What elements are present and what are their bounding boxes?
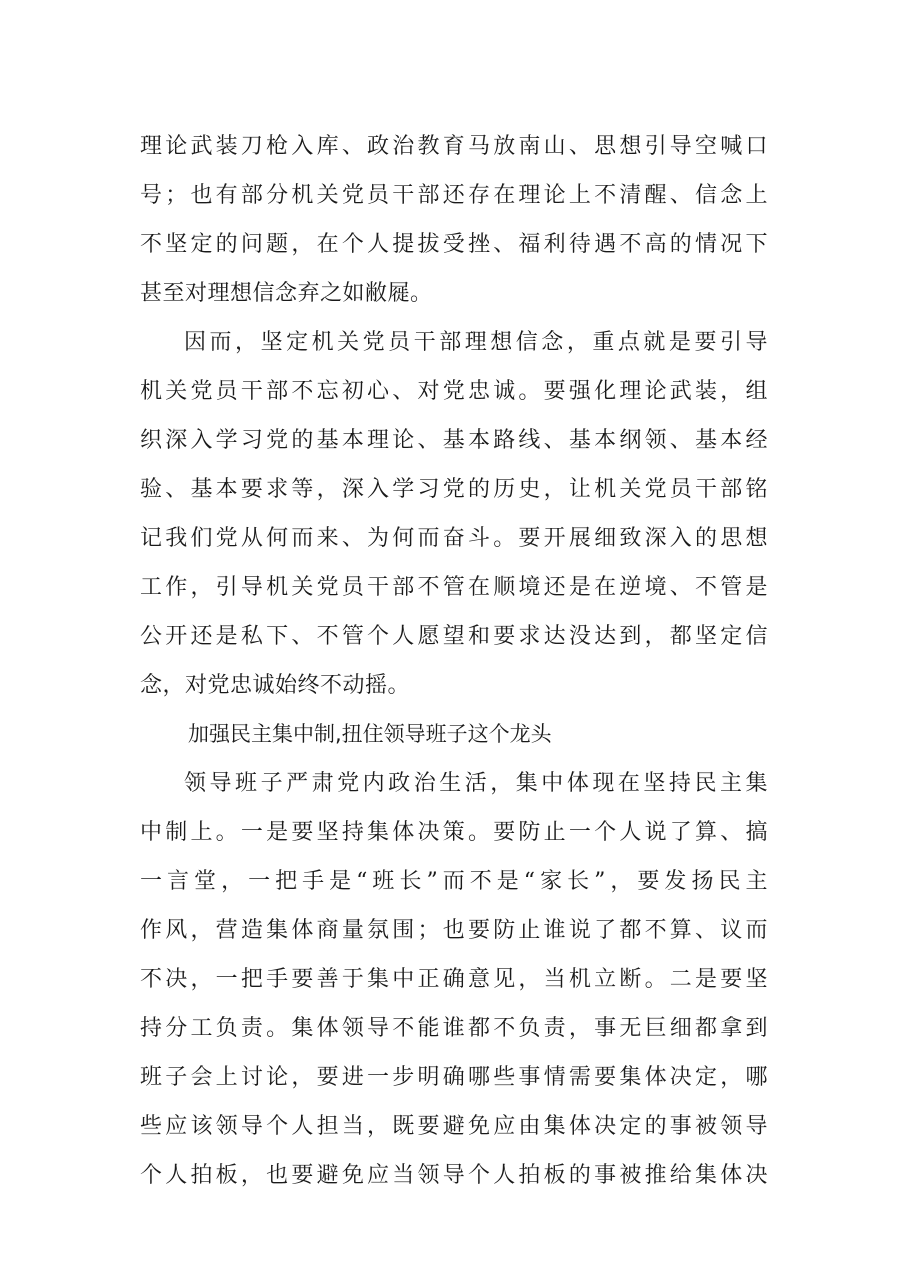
paragraph-line: 验、基本要求等，深入学习党的历史，让机关党员干部铭 xyxy=(140,477,768,502)
paragraph-line: 个人拍板，也要避免应当领导个人拍板的事被推给集体决 xyxy=(140,1163,768,1188)
section-heading: 加强民主集中制,扭住领导班子这个龙头 xyxy=(188,722,552,746)
paragraph-line: 甚至对理想信念弃之如敝屣。 xyxy=(140,281,433,306)
paragraph-line: 班子会上讨论，要进一步明确哪些事情需要集体决定，哪 xyxy=(140,1065,768,1090)
paragraph-line: 记我们党从何而来、为何而奋斗。要开展细致深入的思想 xyxy=(140,526,768,551)
paragraph-line: 不坚定的问题，在个人提拔受挫、福利待遇不高的情况下 xyxy=(140,232,768,257)
paragraph-line: 持分工负责。集体领导不能谁都不负责，事无巨细都拿到 xyxy=(140,1016,768,1041)
paragraph-line: 理论武装刀枪入库、政治教育马放南山、思想引导空喊口 xyxy=(140,134,768,159)
paragraph-line: 念，对党忠诚始终不动摇。 xyxy=(140,673,411,698)
paragraph-line: 织深入学习党的基本理论、基本路线、基本纲领、基本经 xyxy=(140,428,768,453)
paragraph-line: 一言堂，一把手是“班长”而不是“家长”，要发扬民主 xyxy=(140,869,768,894)
paragraph-line: 号；也有部分机关党员干部还存在理论上不清醒、信念上 xyxy=(140,183,768,208)
paragraph-line: 机关党员干部不忘初心、对党忠诚。要强化理论武装，组 xyxy=(140,379,768,404)
paragraph-line: 工作，引导机关党员干部不管在顺境还是在逆境、不管是 xyxy=(140,575,768,600)
document-body xyxy=(140,122,768,1200)
paragraph-line: 公开还是私下、不管个人愿望和要求达没达到，都坚定信 xyxy=(140,624,768,649)
paragraph-line: 领导班子严肃党内政治生活，集中体现在坚持民主集 xyxy=(184,771,768,796)
paragraph-line: 些应该领导个人担当，既要避免应由集体决定的事被领导 xyxy=(140,1114,768,1139)
paragraph-line: 作风，营造集体商量氛围；也要防止谁说了都不算、议而 xyxy=(140,918,768,943)
paragraph-line: 中制上。一是要坚持集体决策。要防止一个人说了算、搞 xyxy=(140,820,768,845)
paragraph-line: 因而，坚定机关党员干部理想信念，重点就是要引导 xyxy=(184,330,768,355)
paragraph-line: 不决，一把手要善于集中正确意见，当机立断。二是要坚 xyxy=(140,967,768,992)
